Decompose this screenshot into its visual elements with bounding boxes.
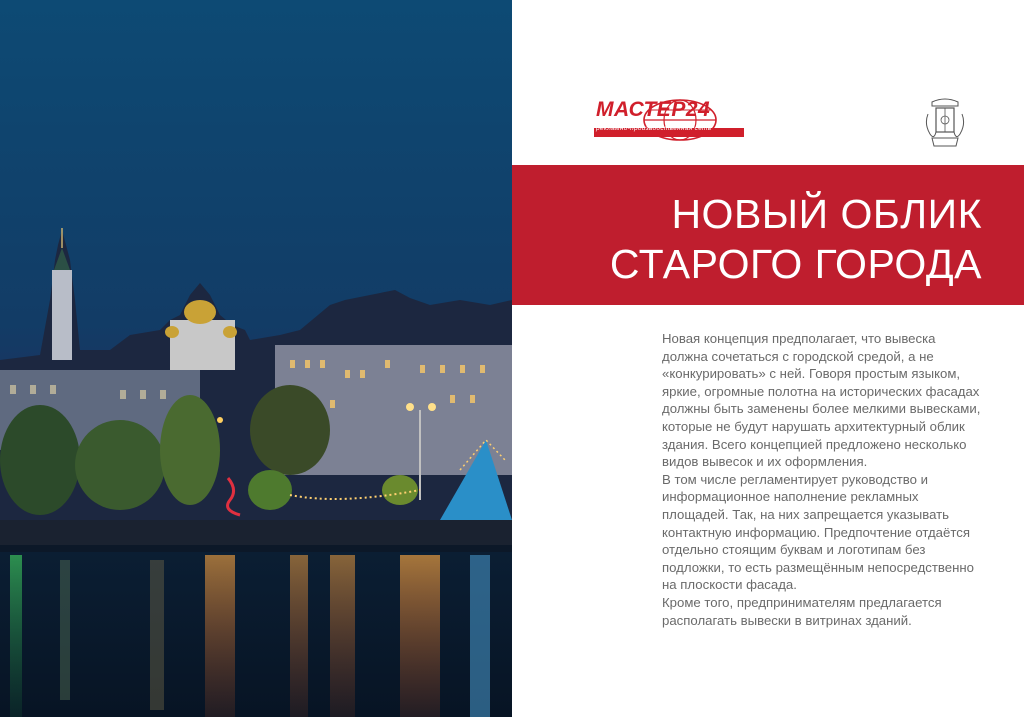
paragraph: В том числе регламентирует руководство и информационное наполнение рекламных площадей. Так, на них запрещается указывать контактную информацию. Предпочтение отдаётся отдельно стоящим буквам и логотипам без подложки, то есть размещённым непосредственно на плоскости фасада. <box>662 471 974 593</box>
logo-brand-text: МАСТЕР24 <box>596 98 711 121</box>
page-title <box>610 189 982 289</box>
brand-logo <box>590 96 820 154</box>
paragraph: Кроме того, предпринимателям предлагается располагать вывески в витринах зданий. <box>662 594 942 628</box>
title-line-1: НОВЫЙ ОБЛИК <box>671 191 982 237</box>
title-band <box>512 165 1024 305</box>
coat-of-arms-icon <box>922 94 968 152</box>
paragraph: Новая концепция предполагает, что вывеска должна сочетаться с городской средой, а не «конкурировать» с ней. Говоря простым языком, яркие, огромные полотна на исторических фасадах должны быть заменены более мелкими вывесками, которые не будут нарушать архитектурный облик здания. Всего концепцией предложено несколько видов вывесок и их оформления. <box>662 331 981 470</box>
title-line-2: СТАРОГО ГОРОДА <box>609 241 982 287</box>
logo-tagline: рекламно-производственная сеть <box>596 125 712 132</box>
article-body <box>662 330 984 629</box>
text-page <box>512 0 1024 717</box>
